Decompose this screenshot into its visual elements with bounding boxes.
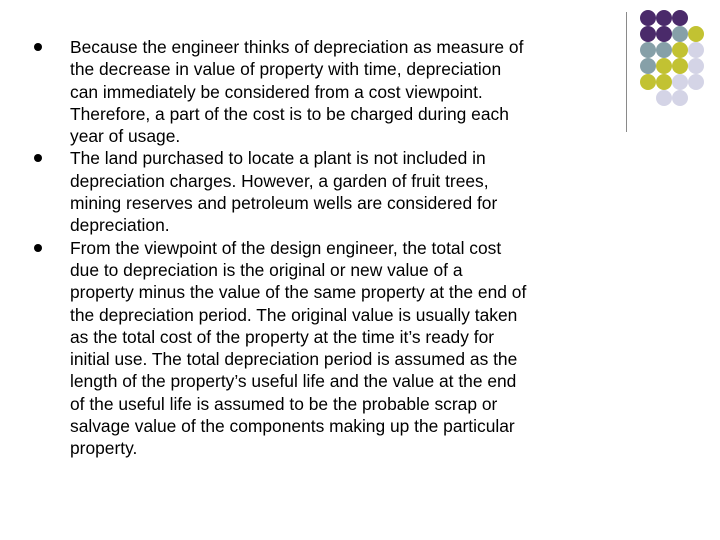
bullet-text-line: mining reserves and petroleum wells are considered for [70,193,498,214]
decorative-dot [656,10,672,26]
decorative-dot [656,42,672,58]
bullet-dot-icon [34,244,42,252]
bullet-text-line: From the viewpoint of the design engineer, the total cost [70,237,502,258]
bullet-text-line: Because the engineer thinks of depreciation as measure of [70,37,524,57]
decorative-dot [640,74,656,90]
decorative-dot [656,58,672,74]
decorative-dot [672,26,688,42]
decorative-dot [688,26,704,42]
decorative-dot [672,10,688,26]
bullet-item [34,147,634,236]
bullet-dot-icon [34,43,42,51]
bullet-text [70,237,634,460]
decorative-dot [640,58,656,74]
bullet-item [34,36,634,147]
decorative-dot [672,42,688,58]
decorative-dot [672,74,688,90]
bullet-text [70,36,634,147]
bullet-text [70,147,634,236]
decorative-dot [688,74,704,90]
decorative-dot [656,90,672,106]
bullet-text-line: the decrease in value of property with time, depreciation [70,59,502,80]
bullet-text-line: property minus the value of the same property at the end of [70,282,527,303]
bullet-text-line: can immediately be considered from a cost viewpoint. [70,81,483,102]
decorative-dot [656,26,672,42]
decorative-dot [688,58,704,74]
bullet-text-line: the depreciation period. The original value is usually taken [70,304,518,325]
bullet-text-line: The land purchased to locate a plant is not included in [70,148,486,169]
decorative-dot [672,58,688,74]
bullet-dot-icon [34,154,42,162]
decorative-dot [640,42,656,58]
decorative-dot [688,42,704,58]
bullet-text-line: due to depreciation is the original or new value of a [70,259,463,280]
bullet-text-line: year of usage. [70,126,181,147]
bullet-item [34,237,634,460]
bullet-text-line: initial use. The total depreciation period is assumed as the [70,349,518,370]
decorative-dot [640,10,656,26]
bullet-list [34,36,634,460]
bullet-text-line: as the total cost of the property at the time it’s ready for [70,326,495,347]
bullet-text-line: length of the property’s useful life and the value at the end [70,371,517,392]
bullet-text-line: depreciation. [70,215,170,236]
decorative-dot [672,90,688,106]
bullet-text-line: of the useful life is assumed to be the probable scrap or [70,393,498,414]
bullet-text-line: depreciation charges. However, a garden of fruit trees, [70,170,489,191]
decorative-dot [640,26,656,42]
bullet-text-line: Therefore, a part of the cost is to be charged during each [70,103,509,124]
decorative-dot [656,74,672,90]
bullet-text-line: property. [70,438,138,459]
bullet-text-line: salvage value of the components making up the particular [70,416,515,437]
